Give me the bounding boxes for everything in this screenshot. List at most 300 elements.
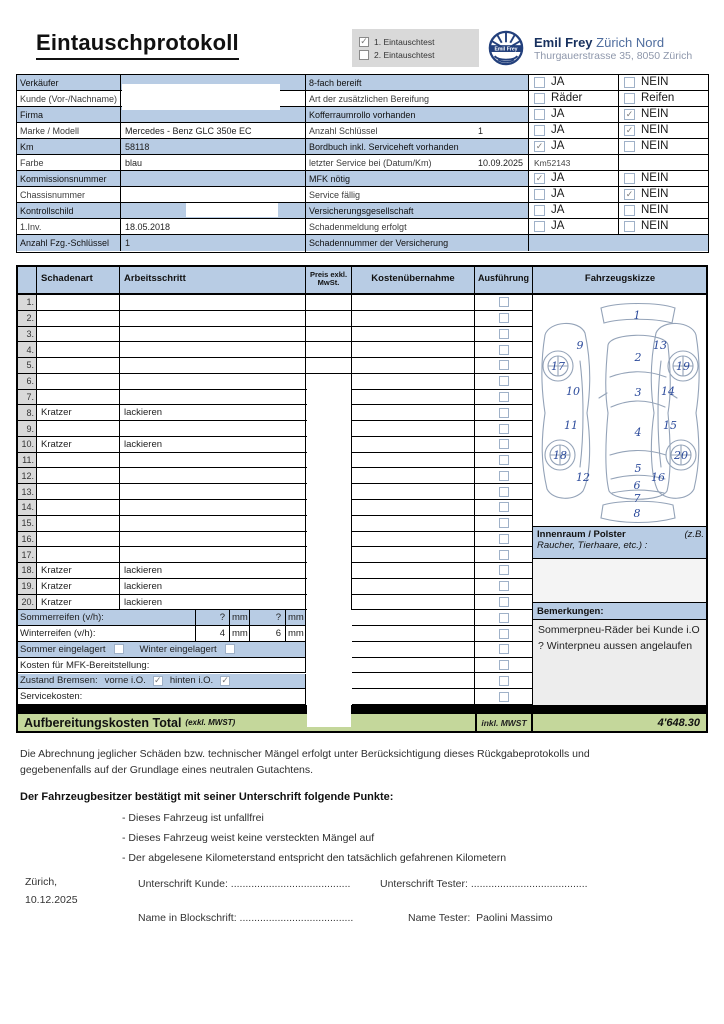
- sommerreifen-label: Sommerreifen (v/h):: [16, 610, 196, 626]
- schadenart-cell[interactable]: [37, 311, 120, 327]
- info-row: [17, 123, 305, 139]
- nein-label: NEIN: [641, 75, 669, 88]
- ausfuehrung-checkbox[interactable]: [499, 329, 509, 339]
- arbeitsschritt-cell[interactable]: lackieren: [120, 437, 306, 453]
- bemerkungen-header: Bemerkungen:: [533, 603, 708, 620]
- innenraum-hint2: Raucher, Tierhaare, etc.) :: [537, 540, 648, 551]
- condition-row: [306, 219, 708, 235]
- nein-checkbox[interactable]: [624, 93, 635, 104]
- ausfuehrung-checkbox[interactable]: [499, 376, 509, 386]
- kostenuebernahme-cell[interactable]: [352, 547, 475, 563]
- kostenuebernahme-cell[interactable]: [352, 390, 475, 406]
- winterreifen-front-value[interactable]: 4: [196, 626, 230, 642]
- row-number: 11.: [16, 453, 37, 469]
- kostenuebernahme-cell[interactable]: [352, 658, 475, 674]
- ausfuehrung-checkbox[interactable]: [499, 345, 509, 355]
- arbeitsschritt-cell[interactable]: [120, 468, 306, 484]
- mm-unit: mm: [286, 610, 306, 626]
- condition-row: [306, 235, 708, 251]
- test-option[interactable]: [359, 37, 479, 47]
- redaction-price-column: [307, 389, 351, 727]
- nein-option-cell: [619, 203, 708, 218]
- kostenuebernahme-cell[interactable]: [352, 374, 475, 390]
- signature-place: Zürich,: [25, 876, 58, 888]
- sketch-zone-7: 7: [633, 492, 641, 505]
- ausfuehrung-checkbox[interactable]: [499, 565, 509, 575]
- row-number: 7.: [16, 390, 37, 406]
- kostenuebernahme-cell[interactable]: [352, 532, 475, 548]
- bremsen-row: [16, 674, 306, 690]
- sketch-zone-19: 19: [676, 360, 690, 373]
- ausfuehrung-cell: [475, 642, 533, 658]
- field-label-text: MFK nötig: [309, 173, 351, 184]
- arbeitsschritt-cell[interactable]: [120, 390, 306, 406]
- condition-row: [306, 203, 708, 219]
- nein-checkbox[interactable]: [624, 77, 635, 88]
- nein-checkbox[interactable]: [624, 173, 635, 184]
- ausfuehrung-checkbox[interactable]: [499, 360, 509, 370]
- field-label: Kontrollschild: [17, 203, 121, 218]
- test-option[interactable]: [359, 50, 479, 60]
- field-label: [306, 75, 529, 90]
- test-checkbox[interactable]: [359, 50, 369, 60]
- kostenuebernahme-cell[interactable]: [352, 437, 475, 453]
- test-option-label: 1. Eintauschtest: [374, 36, 435, 47]
- ja-label: JA: [551, 219, 565, 232]
- field-label-text: Anzahl Schlüssel: [309, 125, 378, 136]
- field-value[interactable]: 18.05.2018: [125, 221, 171, 232]
- schadenart-cell[interactable]: Kratzer: [37, 563, 120, 579]
- kostenuebernahme-cell[interactable]: [352, 500, 475, 516]
- sketch-zone-13: 13: [653, 339, 667, 352]
- table-bottom-band: [16, 705, 708, 712]
- row-number: 3.: [16, 327, 37, 343]
- schadenart-cell[interactable]: [37, 358, 120, 374]
- field-label: Marke / Modell: [17, 123, 121, 138]
- nein-option-cell: [619, 123, 708, 138]
- signature-kunde-line[interactable]: Unterschrift Kunde: .........................................: [138, 878, 351, 890]
- schadenart-cell[interactable]: [37, 500, 120, 516]
- field-label: [306, 91, 529, 106]
- ja-label: JA: [551, 187, 565, 200]
- nein-checkbox[interactable]: [624, 221, 635, 232]
- nein-checkbox[interactable]: [624, 189, 635, 200]
- schadenart-cell[interactable]: [37, 342, 120, 358]
- row-number: 12.: [16, 468, 37, 484]
- company-name-region: Zürich Nord: [592, 35, 665, 50]
- ausfuehrung-checkbox[interactable]: [499, 439, 509, 449]
- ausfuehrung-cell: [475, 626, 533, 642]
- ausfuehrung-cell: [475, 295, 533, 311]
- field-value-span[interactable]: [529, 235, 708, 251]
- field-label-text: 8-fach bereift: [309, 77, 362, 88]
- redaction-box: [186, 203, 278, 217]
- condition-row: [306, 171, 708, 187]
- ja-label: JA: [551, 123, 565, 136]
- schadenart-cell[interactable]: [37, 453, 120, 469]
- arbeitsschritt-cell[interactable]: [120, 421, 306, 437]
- kostenuebernahme-cell[interactable]: [352, 468, 475, 484]
- ausfuehrung-checkbox[interactable]: [499, 502, 509, 512]
- column-header-kostenuebernahme: Kostenübernahme: [352, 265, 475, 295]
- sommerreifen-front-value[interactable]: ?: [196, 610, 230, 626]
- field-label: [306, 123, 529, 138]
- ausfuehrung-checkbox[interactable]: [499, 550, 509, 560]
- confirmation-point-3: - Der abgelesene Kilometerstand entspricht den tatsächlich gefahrenen Kilometern: [122, 852, 507, 864]
- schadenart-cell[interactable]: Kratzer: [37, 437, 120, 453]
- sketch-zone-12: 12: [576, 471, 590, 484]
- condition-row: [306, 187, 708, 203]
- ausfuehrung-checkbox[interactable]: [499, 313, 509, 323]
- arbeitsschritt-cell[interactable]: [120, 500, 306, 516]
- field-label: [306, 139, 529, 154]
- ausfuehrung-cell: [475, 658, 533, 674]
- ja-checkbox[interactable]: [534, 189, 545, 200]
- sketch-zone-17: 17: [551, 360, 565, 373]
- preis-cell[interactable]: [306, 358, 352, 374]
- total-amount: 4'648.30: [657, 716, 700, 729]
- preis-cell[interactable]: [306, 342, 352, 358]
- ausfuehrung-checkbox[interactable]: [499, 676, 509, 686]
- mm-unit: mm: [286, 626, 306, 642]
- kostenuebernahme-cell[interactable]: [352, 342, 475, 358]
- kostenuebernahme-cell[interactable]: [352, 673, 475, 689]
- schadenart-cell[interactable]: Kratzer: [37, 579, 120, 595]
- sommer-eingelagert-label: Sommer eingelagert: [20, 643, 106, 655]
- ja-option-cell: [529, 219, 619, 234]
- ja-label: JA: [551, 171, 565, 184]
- column-header-number: [16, 265, 37, 295]
- kostenuebernahme-cell[interactable]: [352, 421, 475, 437]
- ausfuehrung-cell: [475, 342, 533, 358]
- ausfuehrung-checkbox[interactable]: [499, 660, 509, 670]
- ausfuehrung-cell: [475, 579, 533, 595]
- kostenuebernahme-cell[interactable]: [352, 579, 475, 595]
- emil-frey-logo-icon: [487, 29, 525, 67]
- kostenuebernahme-cell[interactable]: [352, 689, 475, 705]
- preis-header-line2: MwSt.: [317, 278, 340, 287]
- row-number: 4.: [16, 342, 37, 358]
- ausfuehrung-cell: [475, 374, 533, 390]
- ja-checkbox[interactable]: [534, 221, 545, 232]
- ja-checkbox[interactable]: [534, 205, 545, 216]
- kostenuebernahme-cell[interactable]: [352, 642, 475, 658]
- ja-option-cell: [529, 107, 619, 122]
- field-value[interactable]: Mercedes - Benz GLC 350e EC: [125, 125, 252, 136]
- ausfuehrung-cell: [475, 563, 533, 579]
- ausfuehrung-checkbox[interactable]: [499, 455, 509, 465]
- nein-label: NEIN: [641, 171, 669, 184]
- ausfuehrung-cell: [475, 405, 533, 421]
- ausfuehrung-checkbox[interactable]: [499, 392, 509, 402]
- kostenuebernahme-cell[interactable]: [352, 358, 475, 374]
- ja-label: JA: [551, 203, 565, 216]
- field-value[interactable]: 58118: [125, 141, 150, 152]
- nein-option-cell: [619, 139, 708, 154]
- kostenuebernahme-cell[interactable]: [352, 453, 475, 469]
- name-tester-value: Paolini Massimo: [476, 912, 553, 924]
- nein-label: NEIN: [641, 139, 669, 152]
- info-row: [17, 171, 305, 187]
- row-number: 20.: [16, 595, 37, 611]
- winterreifen-rear-value[interactable]: 6: [250, 626, 286, 642]
- schadenart-cell[interactable]: [37, 327, 120, 343]
- schadenart-cell[interactable]: [37, 516, 120, 532]
- ausfuehrung-checkbox[interactable]: [499, 487, 509, 497]
- info-row: [17, 155, 305, 171]
- sketch-zone-4: 4: [634, 426, 642, 439]
- schadenart-cell[interactable]: [37, 468, 120, 484]
- schadenart-cell[interactable]: [37, 374, 120, 390]
- ja-option-cell: [529, 187, 619, 202]
- arbeitsschritt-cell[interactable]: [120, 327, 306, 343]
- row-number: 13.: [16, 484, 37, 500]
- nein-option-cell: [619, 219, 708, 234]
- ja-label: JA: [551, 107, 565, 120]
- company-address: Thurgauerstrasse 35, 8050 Zürich: [534, 50, 693, 62]
- kostenuebernahme-cell[interactable]: [352, 610, 475, 626]
- column-header-ausfuehrung: Ausführung: [475, 265, 533, 295]
- bremsen-vorne-checkbox[interactable]: [153, 676, 163, 686]
- innenraum-notes-field[interactable]: [533, 559, 708, 603]
- field-label: Anzahl Fzg.-Schlüssel: [17, 235, 121, 251]
- nein-checkbox[interactable]: [624, 109, 635, 120]
- schadenart-cell[interactable]: [37, 547, 120, 563]
- nein-label: NEIN: [641, 187, 669, 200]
- confirmation-title: Der Fahrzeugbesitzer bestätigt mit seiner Unterschrift folgende Punkte:: [20, 791, 394, 803]
- field-label-text: Kofferraumrollo vorhanden: [309, 109, 416, 120]
- signature-date: 10.12.2025: [25, 894, 78, 906]
- arbeitsschritt-cell[interactable]: lackieren: [120, 405, 306, 421]
- bremsen-hinten-label: hinten i.O.: [169, 675, 214, 687]
- row-number: 16.: [16, 532, 37, 548]
- field-label-text: Versicherungsgesellschaft: [309, 205, 414, 216]
- ausfuehrung-checkbox[interactable]: [499, 408, 509, 418]
- ausfuehrung-checkbox[interactable]: [499, 471, 509, 481]
- row-number: 19.: [16, 579, 37, 595]
- ausfuehrung-cell: [475, 673, 533, 689]
- schadenart-cell[interactable]: [37, 532, 120, 548]
- total-suffix: (exkl. MWST): [185, 718, 236, 727]
- arbeitsschritt-cell[interactable]: [120, 295, 306, 311]
- ausfuehrung-cell: [475, 547, 533, 563]
- nein-checkbox[interactable]: [624, 141, 635, 152]
- ja-checkbox[interactable]: [534, 173, 545, 184]
- nein-checkbox[interactable]: [624, 125, 635, 136]
- schadenart-cell[interactable]: [37, 484, 120, 500]
- kostenuebernahme-cell[interactable]: [352, 563, 475, 579]
- sketch-zone-11: 11: [564, 419, 578, 432]
- tyre-storage-row: [16, 642, 306, 658]
- field-value: 10.09.2025: [478, 157, 524, 168]
- kostenuebernahme-cell[interactable]: [352, 311, 475, 327]
- ausfuehrung-cell: [475, 532, 533, 548]
- sketch-zone-16: 16: [651, 471, 665, 484]
- condition-row: [306, 123, 708, 139]
- ausfuehrung-cell: [475, 311, 533, 327]
- sommerreifen-rear-value[interactable]: ?: [250, 610, 286, 626]
- sketch-zone-15: 15: [663, 419, 677, 432]
- condition-row: [306, 75, 708, 91]
- signature-tester-line[interactable]: Unterschrift Tester: ........................................: [380, 878, 588, 890]
- sketch-zone-20: 20: [674, 449, 688, 462]
- vehicle-sketch: [533, 295, 708, 527]
- preis-cell[interactable]: [306, 295, 352, 311]
- row-number: 2.: [16, 311, 37, 327]
- arbeitsschritt-cell[interactable]: lackieren: [120, 563, 306, 579]
- kostenuebernahme-cell[interactable]: [352, 516, 475, 532]
- kostenuebernahme-cell[interactable]: [352, 295, 475, 311]
- ausfuehrung-checkbox[interactable]: [499, 518, 509, 528]
- ausfuehrung-checkbox[interactable]: [499, 297, 509, 307]
- column-header-arbeitsschritt: Arbeitsschritt: [120, 265, 306, 295]
- ausfuehrung-checkbox[interactable]: [499, 597, 509, 607]
- row-number: 18.: [16, 563, 37, 579]
- ausfuehrung-checkbox[interactable]: [499, 692, 509, 702]
- zustand-bremsen-label: Zustand Bremsen:: [20, 675, 98, 687]
- field-label: Farbe: [17, 155, 121, 170]
- kostenuebernahme-cell[interactable]: [352, 405, 475, 421]
- schadenart-cell[interactable]: [37, 390, 120, 406]
- ja-checkbox[interactable]: [534, 77, 545, 88]
- sketch-zone-6: 6: [633, 479, 641, 492]
- arbeitsschritt-cell[interactable]: [120, 374, 306, 390]
- arbeitsschritt-cell[interactable]: [120, 516, 306, 532]
- ja-label: JA: [551, 75, 565, 88]
- confirmation-point-1: - Dieses Fahrzeug ist unfallfrei: [122, 812, 264, 824]
- column-header-schadenart: Schadenart: [37, 265, 120, 295]
- arbeitsschritt-cell[interactable]: [120, 342, 306, 358]
- field-value[interactable]: 1: [125, 238, 131, 248]
- ausfuehrung-cell: [475, 689, 533, 705]
- mm-unit: mm: [230, 626, 250, 642]
- column-header-fahrzeugskizze: Fahrzeugskizze: [533, 265, 708, 295]
- preis-cell[interactable]: [306, 311, 352, 327]
- ausfuehrung-checkbox[interactable]: [499, 534, 509, 544]
- preis-cell[interactable]: [306, 374, 352, 390]
- nein-option-cell: [619, 91, 708, 106]
- ausfuehrung-cell: [475, 516, 533, 532]
- sketch-zone-9: 9: [576, 339, 584, 352]
- ja-checkbox[interactable]: [534, 93, 545, 104]
- total-row: [16, 712, 708, 733]
- ausfuehrung-checkbox[interactable]: [499, 424, 509, 434]
- field-label: [306, 155, 529, 170]
- row-number: 9.: [16, 421, 37, 437]
- ausfuehrung-checkbox[interactable]: [499, 644, 509, 654]
- ja-checkbox[interactable]: [534, 141, 545, 152]
- sketch-zone-8: 8: [633, 507, 641, 520]
- test-selector: [352, 29, 479, 67]
- name-tester-line: [408, 912, 553, 924]
- schadenart-cell[interactable]: [37, 295, 120, 311]
- preis-cell[interactable]: [306, 327, 352, 343]
- bremsen-vorne-label: vorne i.O.: [104, 675, 146, 687]
- field-label: Chassisnummer: [17, 187, 121, 202]
- field-label: Km: [17, 139, 121, 154]
- mfk-kosten-row[interactable]: Kosten für MFK-Bereitstellung:: [16, 658, 306, 674]
- ja-option-cell: [529, 91, 619, 106]
- arbeitsschritt-cell[interactable]: lackieren: [120, 579, 306, 595]
- field-value[interactable]: [121, 171, 305, 186]
- sketch-zone-18: 18: [553, 449, 567, 462]
- ausfuehrung-checkbox[interactable]: [499, 581, 509, 591]
- nein-label: NEIN: [641, 107, 669, 120]
- arbeitsschritt-cell[interactable]: lackieren: [120, 595, 306, 611]
- ausfuehrung-cell: [475, 453, 533, 469]
- vehicle-condition-table-right: [305, 74, 709, 253]
- svg-text:Emil Frey: Emil Frey: [494, 46, 518, 53]
- servicekosten-row[interactable]: Servicekosten:: [16, 689, 306, 705]
- schadenart-cell[interactable]: Kratzer: [37, 595, 120, 611]
- bemerkungen-field[interactable]: Sommerpneu-Räder bei Kunde i.O ? Winterpneu aussen angelaufen: [533, 620, 708, 705]
- innenraum-header: [533, 527, 708, 559]
- field-label: 1.Inv.: [17, 219, 121, 234]
- kostenuebernahme-cell[interactable]: [352, 626, 475, 642]
- schadenart-cell[interactable]: Kratzer: [37, 405, 120, 421]
- winter-eingelagert-checkbox[interactable]: [225, 644, 235, 654]
- ausfuehrung-checkbox[interactable]: [499, 629, 509, 639]
- kostenuebernahme-cell[interactable]: [352, 327, 475, 343]
- redaction-box: [122, 84, 280, 110]
- ausfuehrung-cell: [475, 390, 533, 406]
- field-label: [306, 203, 529, 218]
- field-value[interactable]: blau: [125, 157, 143, 168]
- field-label-text: letzter Service bei (Datum/Km): [309, 157, 432, 168]
- ja-checkbox[interactable]: [534, 125, 545, 136]
- row-number: 8.: [16, 405, 37, 421]
- ausfuehrung-checkbox[interactable]: [499, 613, 509, 623]
- km-note-cell: [529, 155, 619, 170]
- field-label: [306, 187, 529, 202]
- name-blockschrift-line[interactable]: Name in Blockschrift: .......................................: [138, 912, 354, 924]
- ja-label: JA: [551, 139, 565, 152]
- ja-option-cell: [529, 139, 619, 154]
- column-header-preis: [306, 265, 352, 295]
- company-name-bold: Emil Frey: [534, 35, 593, 50]
- sketch-zone-10: 10: [566, 385, 580, 398]
- arbeitsschritt-cell[interactable]: [120, 358, 306, 374]
- ja-checkbox[interactable]: [534, 109, 545, 120]
- ausfuehrung-cell: [475, 327, 533, 343]
- test-checkbox[interactable]: [359, 37, 369, 47]
- nein-checkbox[interactable]: [624, 205, 635, 216]
- arbeitsschritt-cell[interactable]: [120, 547, 306, 563]
- bremsen-hinten-checkbox[interactable]: [220, 676, 230, 686]
- arbeitsschritt-cell[interactable]: [120, 484, 306, 500]
- arbeitsschritt-cell[interactable]: [120, 532, 306, 548]
- ausfuehrung-cell: [475, 421, 533, 437]
- schadenart-cell[interactable]: [37, 421, 120, 437]
- field-label: [306, 171, 529, 186]
- condition-row: [306, 91, 708, 107]
- winterreifen-label: Winterreifen (v/h):: [16, 626, 196, 642]
- sommer-eingelagert-checkbox[interactable]: [114, 644, 124, 654]
- kostenuebernahme-cell[interactable]: [352, 595, 475, 611]
- page-title: Eintauschprotokoll: [36, 30, 239, 60]
- field-label-text: Schadennummer der Versicherung: [309, 238, 449, 248]
- kostenuebernahme-cell[interactable]: [352, 484, 475, 500]
- info-row: [17, 139, 305, 155]
- field-label-text: Bordbuch inkl. Serviceheft vorhanden: [309, 141, 459, 152]
- field-label-text: Service fällig: [309, 189, 361, 200]
- arbeitsschritt-cell[interactable]: [120, 453, 306, 469]
- field-value: 1: [478, 125, 484, 136]
- arbeitsschritt-cell[interactable]: [120, 311, 306, 327]
- test-option-label: 2. Eintauschtest: [374, 49, 435, 60]
- row-number: 14.: [16, 500, 37, 516]
- condition-row: [306, 139, 708, 155]
